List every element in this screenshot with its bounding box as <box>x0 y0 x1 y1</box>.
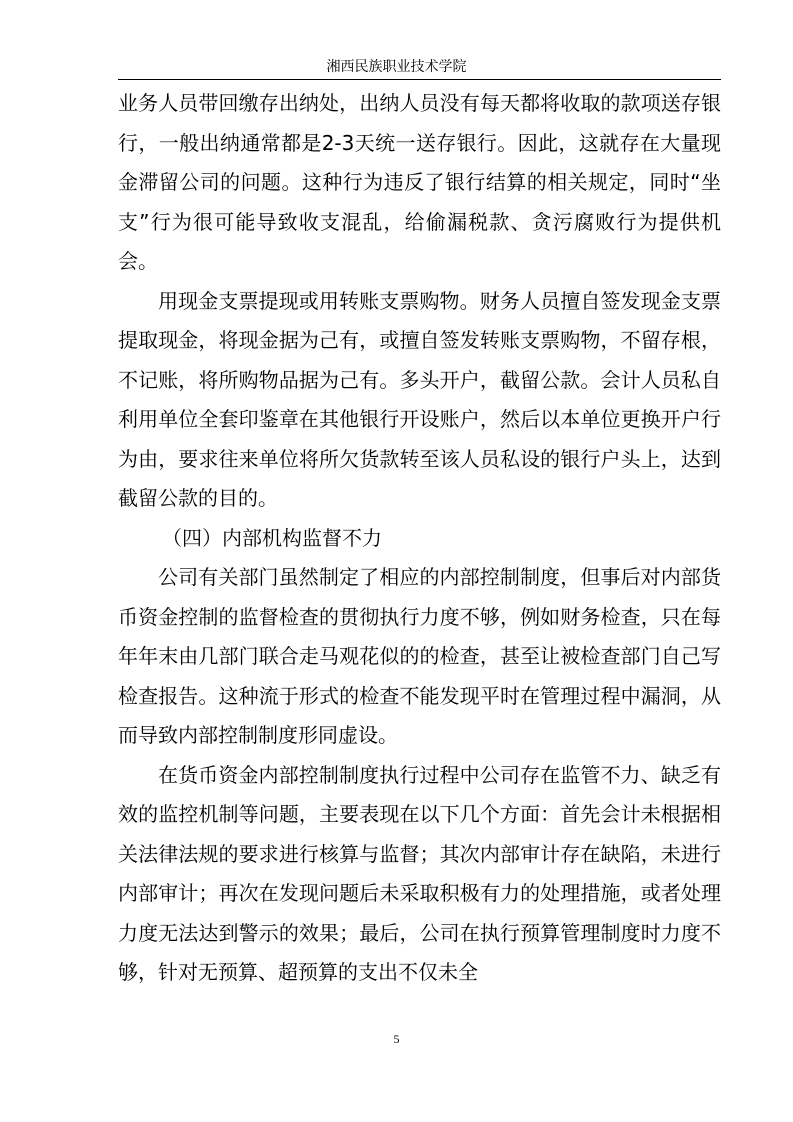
paragraph-supervision-weak: 公司有关部门虽然制定了相应的内部控制制度，但事后对内部货币资金控制的监督检查的贯彻执行力度不够，例如财务检查，只在每年年末由几部门联合走马观花似的的检查，甚至让被检查部门自己写检查报告。这种流于形式的检查不能发现平时在管理过程中漏洞，从而导致内部控制制度形同虚设。 <box>118 565 721 747</box>
paragraph-control-issues: 在货币资金内部控制制度执行过程中公司存在监管不力、缺乏有效的监控机制等问题，主要表现在以下几个方面：首先会计未根据相关法律法规的要求进行核算与监督；其次内部审计存在缺陷，未进行内部审计；再次在发现问题后未采取积极有力的处理措施，或者处理力度无法达到警示的效果；最后，公司在执行预算管理制度时力度不够，针对无预算、超预算的支出不仅未全 <box>118 762 721 984</box>
page-number: 5 <box>393 1032 400 1046</box>
page-header: 湘西民族职业技术学院 <box>326 59 467 75</box>
section-heading: （四）内部机构监督不力 <box>162 525 382 550</box>
header-divider <box>118 79 721 80</box>
paragraph-cash-check-misuse: 用现金支票提现或用转账支票购物。财务人员擅自签发现金支票提取现金，将现金据为己有，或擅自签发转账支票购物，不留存根，不记账，将所购物品据为己有。多头开户，截留公款。会计人员私自利用单位全套印鉴章在其他银行开设账户，然后以本单位更换开户行为由，要求往来单位将所欠货款转至该人员私设的银行户头上，达到截留公款的目的。 <box>118 288 721 510</box>
body-text <box>118 84 721 993</box>
paragraph-continuation: 业务人员带回缴存出纳处，出纳人员没有每天都将收取的款项送存银行，一般出纳通常都是2-3天统一送存银行。因此，这就存在大量现金滞留公司的问题。这种行为违反了银行结算的相关规定，同时“坐支”行为很可能导致收支混乱，给偷漏税款、贪污腐败行为提供机会。 <box>118 91 721 273</box>
